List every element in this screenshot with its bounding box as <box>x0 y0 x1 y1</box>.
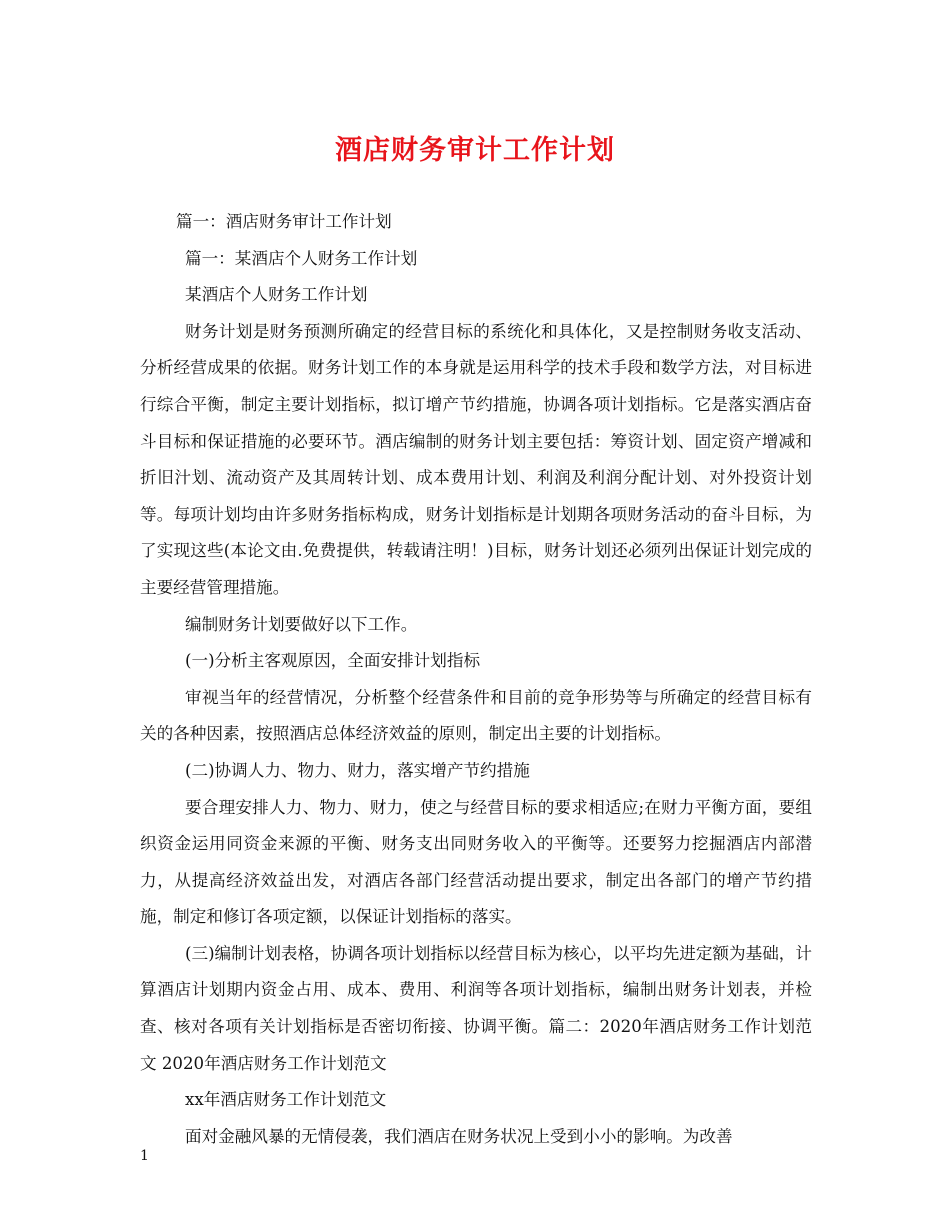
paragraph-body: 编制财务计划要做好以下工作。 <box>185 614 418 634</box>
paragraph-body: 面对金融风暴的无情侵袭，我们酒店在财务状况上受到小小的影响。为改善 <box>185 1126 733 1146</box>
paragraph-body: 要合理安排人力、物力、财力，使之与经营目标的要求相适应;在财力平衡方面，要组织资金运用同资金来源的平衡、财务支出同财务收入的平衡等。还要努力挖掘酒店内部潜力，从提高经济效益出发，对酒店各部门经营活动提出要求，制定出各部门的增产节约措施，制定和修订各项定额，以保证计划指标的落实。 <box>140 797 812 927</box>
paragraph-subtitle-2: xx年酒店财务工作计划范文 <box>185 1090 387 1110</box>
paragraph-subheading: 篇一：某酒店个人财务工作计划 <box>185 248 418 268</box>
paragraph-body: 财务计划是财务预测所确定的经营目标的系统化和具体化，又是控制财务收支活动、分析经营成果的依据。财务计划工作的本身就是运用科学的技术手段和数学方法，对目标进行综合平衡，制定主要计划指标，拟订增产节约措施，协调各项计划指标。它是落实酒店奋斗目标和保证措施的必要环节。酒店编制的财务计划主要包括：筹资计划、固定资产增减和折旧汁划、流动资产及其周转计划、成本费用计划、利润及利润分配计划、对外投资计划等。每项计划均由许多财务指标构成，财务计划指标是计划期各项财务活动的奋斗目标，为了实现这些(本论文由.免费提供，转载请注明！)目标，财务计划还必须列出保证计划完成的主要经营管理措施。 <box>140 321 812 597</box>
document-body <box>140 204 812 1155</box>
page-number: 1 <box>140 1148 149 1164</box>
paragraph-body: 审视当年的经营情况，分析整个经营条件和目前的竞争形势等与所确定的经营目标有关的各种因素，按照酒店总体经济效益的原则，制定出主要的计划指标。 <box>140 687 812 744</box>
paragraph-subtitle: 某酒店个人财务工作计划 <box>185 285 368 305</box>
paragraph-heading-1: (一)分析主客观原因，全面安排计划指标 <box>185 651 481 671</box>
paragraph-heading-3: (三)编制计划表格，协调各项计划指标以经营目标为核心，以平均先进定额为基础，计算酒店计划期内资金占用、成本、费用、利润等各项计划指标，编制出财务计划表，并检查、核对各项有关计划指标是否密切衔接、协调平衡。篇二：2020年酒店财务工作计划范文 2020年酒店财务工作计划范文 <box>140 943 812 1073</box>
paragraph-section-heading: 篇一：酒店财务审计工作计划 <box>176 212 392 231</box>
paragraph-heading-2: (二)协调人力、物力、财力，落实增产节约措施 <box>185 760 530 780</box>
document-title: 酒店财务审计工作计划 <box>335 135 615 166</box>
